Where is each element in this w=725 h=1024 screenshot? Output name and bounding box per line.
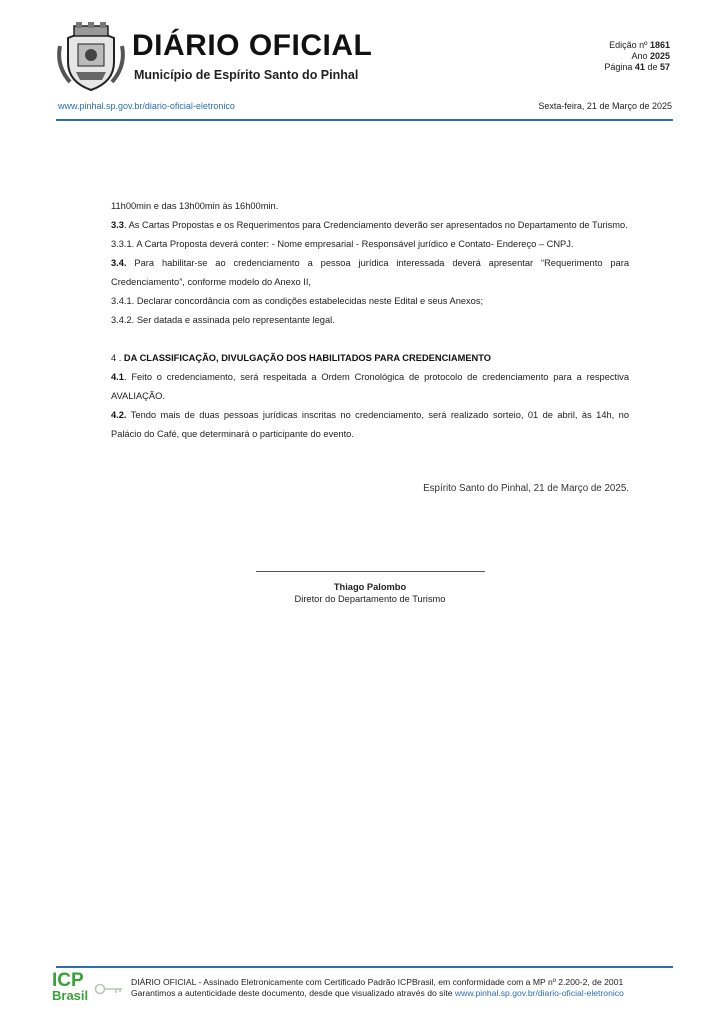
publication-date: Sexta-feira, 21 de Março de 2025: [538, 101, 672, 111]
signature-line: [256, 571, 485, 572]
publication-title: DIÁRIO OFICIAL: [132, 29, 373, 62]
municipal-crest-icon: [56, 20, 126, 92]
paragraph: 3.4. Para habilitar-se ao credenciamento a pessoa jurídica interessada deverá apresentar “Requerimento para Credenciamento”, conforme modelo do Anexo II,: [111, 258, 629, 287]
site-link[interactable]: www.pinhal.sp.gov.br/diario-oficial-eletronico: [58, 101, 235, 111]
paragraph: 4.1. Feito o credenciamento, será respeitada a Ordem Cronológica de protocolo de credenciamento para a respectiva AVALIAÇÃO.: [111, 372, 629, 401]
key-icon: [94, 982, 124, 996]
page-number: 41: [634, 62, 645, 72]
signer-name: Thiago Palombo: [333, 582, 407, 592]
section-heading: 4 . DA CLASSIFICAÇÃO, DIVULGAÇÃO DOS HABILITADOS PARA CREDENCIAMENTO: [111, 353, 491, 363]
place-and-date: Espírito Santo do Pinhal, 21 de Março de 2025.: [423, 483, 629, 494]
edition-year: 2025: [649, 51, 670, 61]
paragraph: 3.4.1. Declarar concordância com as condições estabelecidas neste Edital e seus Anexos;: [111, 296, 484, 306]
footer-text: DIÁRIO OFICIAL - Assinado Eletronicamente com Certificado Padrão ICPBrasil, em conformidade com a MP nº 2.200-2, de 2001 Garantimos a autenticidade deste documento, desde que visualizado através do site www.pinhal.sp.gov.br/diario-oficial-eletronico: [131, 977, 624, 998]
paragraph: 11h00min e das 13h00min às 16h00min.: [111, 201, 279, 211]
paragraph: 3.3.1. A Carta Proposta deverá conter: - Nome empresarial - Responsável jurídico e Contato- Endereço – CNPJ.: [111, 239, 574, 249]
footer-site-link[interactable]: www.pinhal.sp.gov.br/diario-oficial-eletronico: [454, 988, 624, 998]
edition-number: 1861: [649, 40, 670, 50]
page-header: [56, 20, 674, 92]
subheader: [58, 101, 672, 115]
edition-info: Edição nº 1861 Ano 2025 Página 41 de 57: [604, 40, 670, 72]
certification-notice: DIÁRIO OFICIAL - Assinado Eletronicamente com Certificado Padrão ICPBrasil, em conformidade com a MP nº 2.200-2, de 2001: [131, 977, 624, 987]
municipality-name: Município de Espírito Santo do Pinhal: [134, 68, 359, 82]
icp-brasil-logo: ICP Brasil: [52, 972, 126, 1004]
paragraph: 3.4.2. Ser datada e assinada pelo representante legal.: [111, 315, 335, 325]
paragraph: 3.3. As Cartas Propostas e os Requerimentos para Credenciamento deverão ser apresentados no Departamento de Turismo.: [111, 220, 628, 230]
page-total: 57: [659, 62, 670, 72]
footer-divider: [56, 966, 673, 968]
header-divider: [56, 119, 673, 121]
document-body: [111, 197, 629, 444]
paragraph: 4.2. Tendo mais de duas pessoas jurídicas inscritas no credenciamento, será realizado sorteio, 01 de abril, às 14h, no Palácio do Café, que determinará o participante do evento.: [111, 410, 629, 439]
signer-role: Diretor do Departamento de Turismo: [294, 594, 446, 604]
